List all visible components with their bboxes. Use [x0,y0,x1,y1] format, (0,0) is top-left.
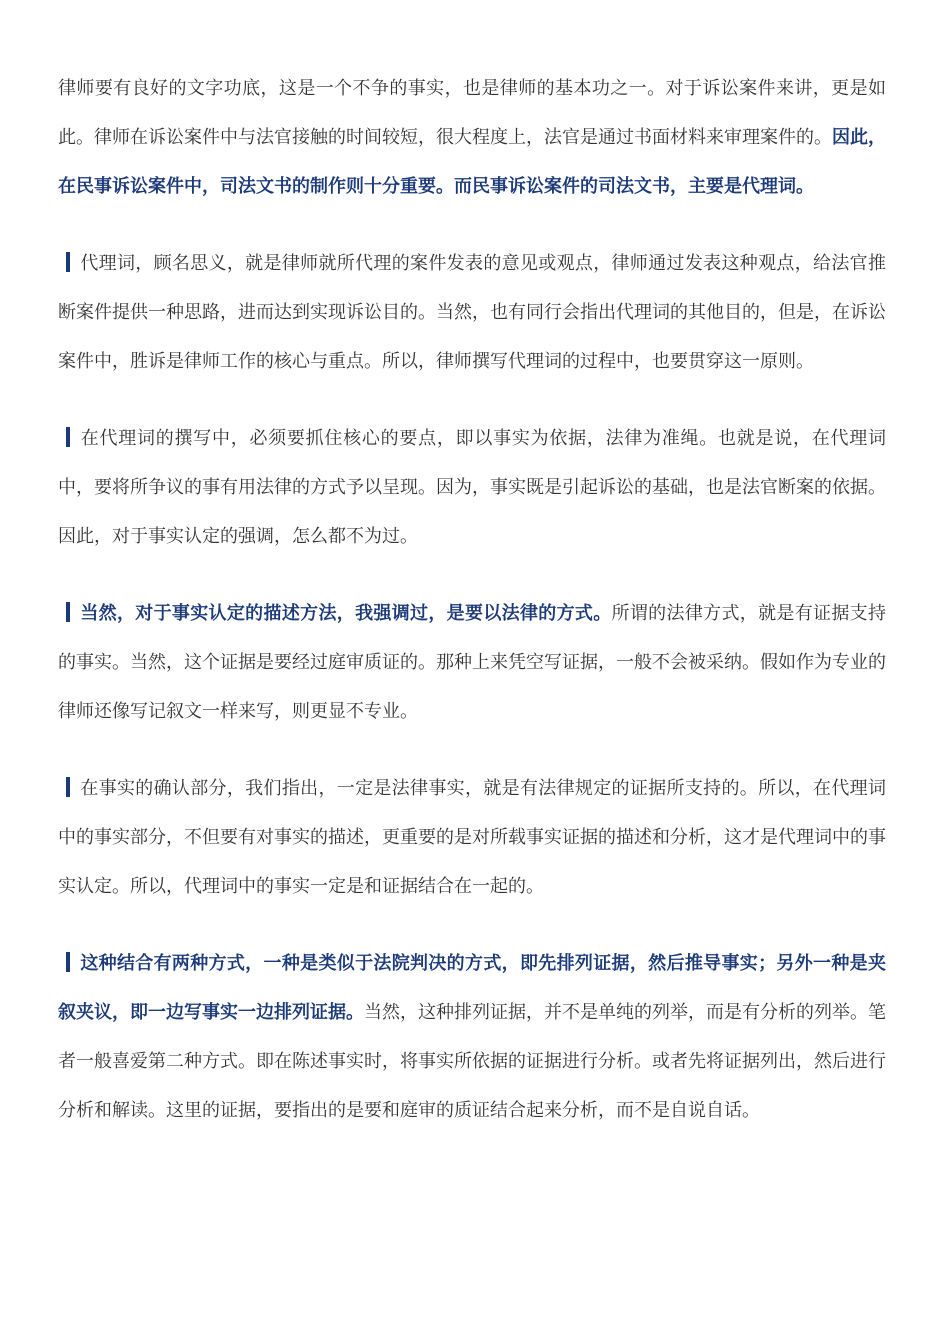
paragraph-3-text: 在代理词的撰写中，必须要抓住核心的要点，即以事实为依据，法律为准绳。也就是说，在代理词中，要将所争议的事有用法律的方式予以呈现。因为，事实既是引起诉讼的基础，也是法官断案的依据。因此，对于事实认定的强调，怎么都不为过。 [58,428,886,547]
paragraph-5-text: 在事实的确认部分，我们指出，一定是法律事实，就是有法律规定的证据所支持的。所以，在代理词中的事实部分，不但要有对事实的描述，更重要的是对所载事实证据的描述和分析，这才是代理词中的事实认定。所以，代理词中的事实一定是和证据结合在一起的。 [58,778,886,897]
paragraph-4-highlight: 当然，对于事实认定的描述方法，我强调过，是要以法律的方式。 [80,603,612,624]
paragraph-2-text: 代理词，顾名思义，就是律师就所代理的案件发表的意见或观点，律师通过发表这种观点，给法官推断案件提供一种思路，进而达到实现诉讼目的。当然，也有同行会指出代理词的其他目的，但是，在诉讼案件中，胜诉是律师工作的核心与重点。所以，律师撰写代理词的过程中，也要贯穿这一原则。 [58,253,886,372]
section-marker-bar [66,777,70,797]
section-marker-bar [66,602,70,622]
paragraph-6-highlight: 这种结合有两种方式，一种是类似于法院判决的方式，即先排列证据，然后推导事实；另外一种是夹叙夹议，即一边写事实一边排列证据。 [58,953,886,1023]
paragraph-6 [58,939,886,1135]
paragraph-1-text: 律师要有良好的文字功底，这是一个不争的事实，也是律师的基本功之一。对于诉讼案件来讲，更是如此。律师在诉讼案件中与法官接触的时间较短，很大程度上，法官是通过书面材料来审理案件的。 [58,78,886,148]
paragraph-2 [58,239,886,386]
paragraph-6-text: 当然，这种排列证据，并不是单纯的列举，而是有分析的列举。笔者一般喜爱第二种方式。即在陈述事实时，将事实所依据的证据进行分析。或者先将证据列出，然后进行分析和解读。这里的证据，要指出的是要和庭审的质证结合起来分析，而不是自说自话。 [58,1002,886,1121]
paragraph-4-text: 所谓的法律方式，就是有证据支持的事实。当然，这个证据是要经过庭审质证的。那种上来凭空写证据，一般不会被采纳。假如作为专业的律师还像写记叙文一样来写，则更显不专业。 [58,603,886,722]
paragraph-1-highlight: 因此，在民事诉讼案件中，司法文书的制作则十分重要。而民事诉讼案件的司法文书，主要是代理词。 [58,127,886,197]
article-body [58,64,886,1135]
section-marker-bar [66,427,70,447]
paragraph-5 [58,764,886,911]
section-marker-bar [66,952,70,972]
paragraph-3 [58,414,886,561]
paragraph-4 [58,589,886,736]
paragraph-1 [58,64,886,211]
section-marker-bar [66,252,70,272]
